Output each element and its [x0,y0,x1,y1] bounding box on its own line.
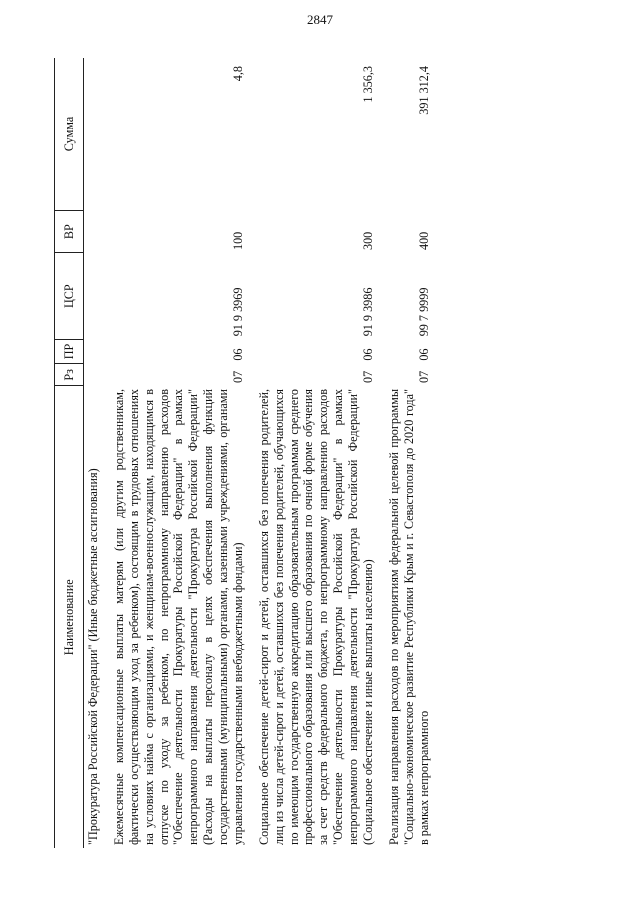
budget-table [54,58,433,848]
row-rz: 07 [416,370,431,383]
row-name: Социальное обеспечение детей-сирот и детей, оставшихся без попечения родителей, лиц из числа детей-сирот и детей, оставшихся без попечения родителей, обучающихся по имеющим государственную аккредитацию образовательным программам среднего профессионального образования или высшего образования по очной форме обучения за счет средств федерального бюджета, по непрограммному направлению расходов "Обеспечение деятельности Прокуратуры Российской Федерации" в рамках непрограммного направления деятельности "Прокуратура Российской Федерации" (Социальное обеспечение и иные выплаты населению) [256,388,375,845]
row-sum [84,58,103,210]
row-vr [84,210,103,253]
row-name: Реализация направления расходов по мероприятиям федеральной целевой программы "Социально-экономическое развитие Республики Крым и г. Севастополя до 2020 года" в рамках непрограммного [386,388,431,845]
table-row [378,58,434,848]
header-name: Наименование [55,386,84,848]
row-name: "Прокуратура Российской Федерации" (Иные бюджетные ассигнования) [86,468,100,845]
row-sum: 4,8 [230,66,245,82]
row-name: Ежемесячные компенсационные выплаты матерям (или другим родственникам, фактически осуществляющим уход за ребенком), состоящим в трудовых отношениях на условиях найма с организациями, и женщинам-военнослужащим, находящимся в отпуске по уходу за ребенком, по непрограммному направлению расходов "Обеспечение деятельности Прокуратуры Российской Федерации" в рамках непрограммного направления деятельности "Прокуратура Российской Федерации" (Расходы на выплаты персоналу в целях обеспечения выполнения функций государственными (муниципальными) органами, казенными учреждениями, органами управления государственными внебюджетными фондами) [111,388,245,845]
row-sum: 1 356,3 [360,66,375,103]
row-pr: 06 [360,348,375,361]
header-sum: Сумма [55,58,84,210]
table-row [84,58,103,848]
row-vr: 400 [416,231,431,250]
table-row [103,58,248,848]
table-header-row [55,58,84,848]
rotated-table-container [54,58,584,848]
row-rz: 07 [230,370,245,383]
row-pr [84,339,103,363]
row-rz [84,364,103,386]
header-vr: ВР [55,210,84,253]
page-number: 2847 [307,12,333,27]
row-pr: 06 [416,348,431,361]
header-csr: ЦСР [55,253,84,339]
row-vr: 300 [360,231,375,250]
row-vr: 100 [230,231,245,250]
header-pr: ПР [55,339,84,363]
row-rz: 07 [360,370,375,383]
row-csr [84,253,103,339]
row-csr: 99 7 9999 [416,287,431,337]
row-pr: 06 [230,348,245,361]
header-rz: Рз [55,364,84,386]
row-csr: 91 9 3986 [360,287,375,337]
row-csr: 91 9 3969 [230,287,245,337]
table-row [248,58,378,848]
row-sum: 391 312,4 [416,66,431,115]
